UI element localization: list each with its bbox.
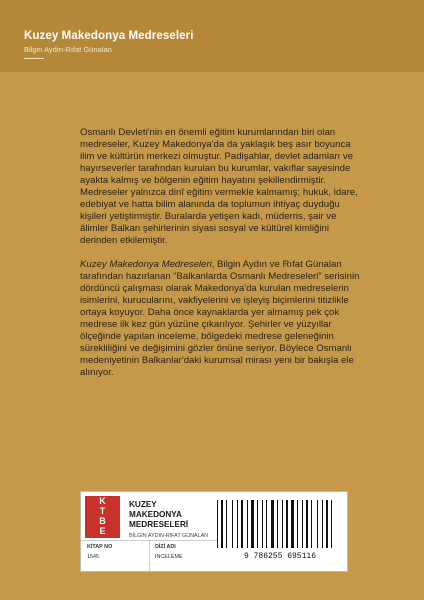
barcode-bar (275, 500, 276, 548)
kitap-no-value: 1545 (87, 554, 99, 560)
logo-letter: B (99, 516, 106, 526)
barcode-bar (239, 500, 240, 548)
title-rule (24, 58, 44, 59)
logo-letter: K (99, 496, 106, 506)
barcode-bar (277, 500, 278, 548)
book-title: Kuzey Makedonya Medreseleri (24, 30, 194, 42)
barcode-bar (309, 500, 310, 548)
barcode-bar (232, 500, 233, 548)
barcode-bar (262, 500, 263, 548)
barcode-bar (219, 500, 220, 548)
barcode-bar (266, 500, 267, 548)
isbn-barcode (217, 500, 343, 548)
meta-table (81, 540, 217, 571)
barcode-box (80, 491, 348, 572)
meta-dizi-adi (149, 541, 217, 571)
barcode-bar (279, 500, 281, 548)
barcode-bar (224, 500, 225, 548)
barcode-bar (237, 500, 238, 548)
barcode-bar (241, 500, 243, 548)
barcode-bar (317, 500, 318, 548)
barcode-bar (319, 500, 321, 548)
barcode-bar (221, 500, 223, 548)
logo-letter: E (99, 526, 106, 536)
meta-kitap-no (81, 541, 150, 571)
blurb (80, 127, 365, 391)
publisher-logo (85, 496, 120, 538)
kitap-no-label: KİTAP NO (87, 544, 113, 550)
barcode-bar (331, 500, 332, 548)
barcode-bar (295, 500, 296, 548)
barcode-bar (299, 500, 301, 548)
barcode-bar (291, 500, 294, 548)
barcode-bar (304, 500, 305, 548)
barcode-bar (228, 500, 231, 548)
blurb-paragraph-1: Osmanlı Devleti'nin en önemli eğitim kurumlarından biri olan medreseler, Kuzey Makedonya'da da yaklaşık beş asır boyunca ilim ve kültürün merkezi olmuştur. Padişahlar, devlet adamları ve hayırseverler tarafından kurulan bu kurumlar, vakıflar sayesinde ayakta kalmış ve bölgenin eğitim hayatını şekillendirmiştir. Medreseler yalnızca dinî eğitim vermekle kalmamış; hukuk, idare, edebiyat ve hatta bilim alanında da toplumun ihtiyaç duyduğu kişileri yetiştirmiştir. Buralarda yetişen kadı, müderris, şair ve âlimler Balkan şehirlerinin siyasi sosyal ve kültürel kimliğini derinden etkilemiştir. (80, 127, 358, 246)
barcode-bar (226, 500, 227, 548)
blurb-paragraph-2-text: , Bilgin Aydın ve Rıfat Günalan tarafından hazırlanan “Balkanlarda Osmanlı Medreseleri” serisinin dördüncü çalışması olarak Makedonya'da kurulan medreselerin isimlerini, kurucularını, vakfiyelerini ve işleyiş biçimlerini titizlikle ortaya koyuyor. Daha önce kaynaklarda yer almamış pek çok medrese ilk kez gün yüzüne çıkarılıyor. Şehirler ve yüzyıllar ölçeğinde yapılan inceleme, bölgedeki medrese geleneğinin sürekliliğini ve değişimini gözler önüne seriyor. Böylece Osmanlı medeniyetinin Balkanlar'daki kurumsal mirası yeni bir bakışla ele alınıyor. (80, 259, 360, 378)
blurb-paragraph-2 (80, 259, 365, 379)
barcode-bar (249, 500, 250, 548)
barcode-bar (217, 500, 218, 548)
barcode-box-authors: BİLGİN AYDIN-RIFAT GÜNALAN (129, 533, 209, 539)
barcode-bar (329, 500, 330, 548)
barcode-bar (244, 500, 246, 548)
blurb-italic-title: Kuzey Makedonya Medreseleri (80, 259, 212, 270)
barcode-bar (259, 500, 261, 548)
barcode-bar (297, 500, 298, 548)
barcode-bar (251, 500, 254, 548)
barcode-bar (234, 500, 236, 548)
dizi-adi-value: İNCELEME (155, 554, 183, 560)
barcode-bar (268, 500, 270, 548)
barcode-bar (326, 500, 328, 548)
barcode-bar (247, 500, 248, 548)
barcode-bar (313, 500, 316, 548)
barcode-bar (255, 500, 256, 548)
barcode-bar (289, 500, 290, 548)
barcode-bar (286, 500, 288, 548)
isbn-number: 9 786255 695116 (243, 552, 316, 561)
barcode-bar (271, 500, 274, 548)
barcode-bar (264, 500, 265, 548)
barcode-bar (311, 500, 312, 548)
barcode-box-title-line: MAKEDONYA (129, 510, 182, 519)
book-authors: Bilgin Aydın-Rıfat Günalan (24, 45, 112, 54)
barcode-bar (324, 500, 325, 548)
barcode-bar (302, 500, 303, 548)
barcode-bar (257, 500, 258, 548)
barcode-bar (282, 500, 283, 548)
barcode-box-title (129, 500, 199, 530)
dizi-adi-label: DİZİ ADI (155, 544, 176, 550)
barcode-bar (322, 500, 323, 548)
barcode-box-title-line: MEDRESELERİ (129, 520, 189, 529)
logo-letter: T (99, 506, 106, 516)
barcode-bar (306, 500, 308, 548)
barcode-bar (284, 500, 285, 548)
barcode-box-title-line: KUZEY (129, 500, 157, 509)
